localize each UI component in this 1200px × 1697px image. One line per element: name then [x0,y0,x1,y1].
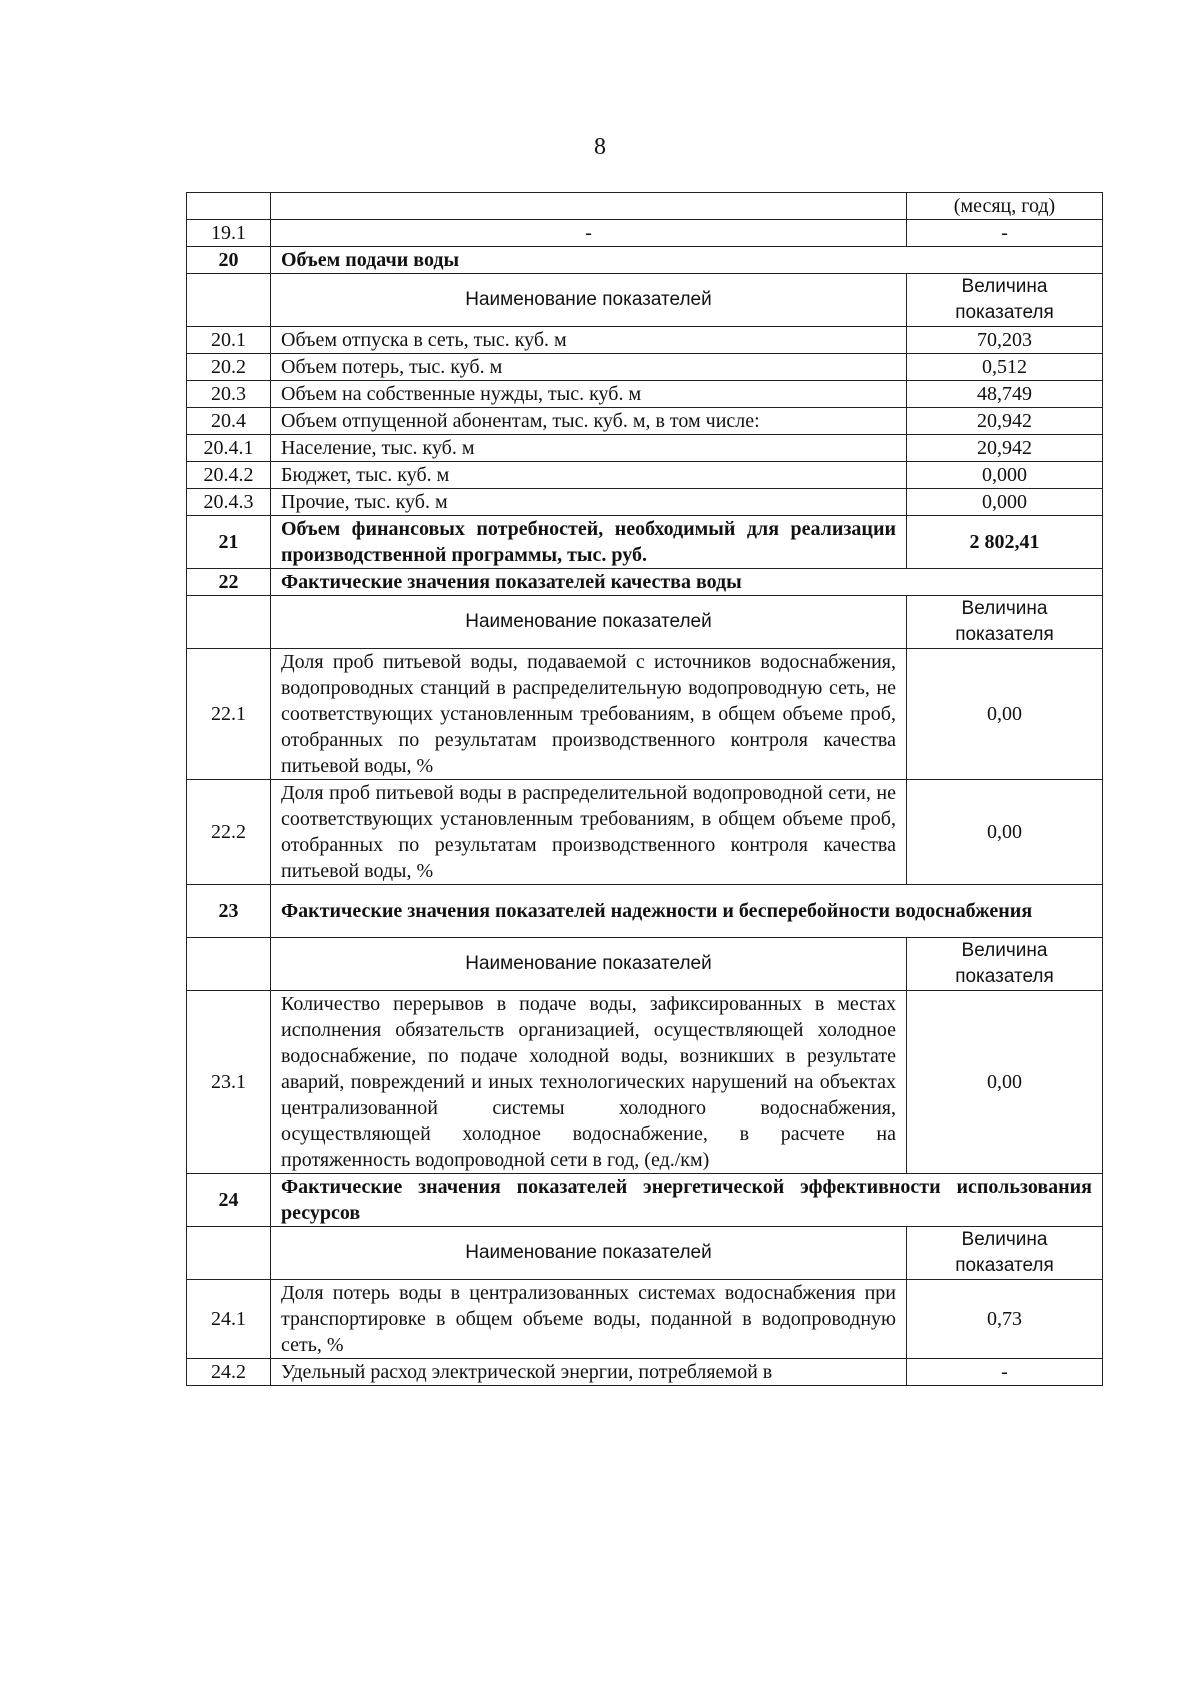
table-row [187,462,1103,489]
column-header-row [187,274,1103,327]
header-num [187,274,271,327]
table-row [187,381,1103,408]
row-num: 20.4 [187,408,271,435]
section-header-22 [187,569,1103,596]
header-value: Величина показателя [907,938,1103,991]
row-num: 19.1 [187,220,271,247]
table-row [187,489,1103,516]
row-value: - [907,1359,1103,1386]
header-num [187,1227,271,1280]
header-value: Величина показателя [907,1227,1103,1280]
table-row [187,220,1103,247]
row-name: Доля проб питьевой воды в распределительной водопроводной сети, не соответствующих установленным требованиям, в общем объеме проб, отобранных по результатам производственного контроля качества питьевой воды, % [271,780,907,885]
row-name: Доля потерь воды в централизованных системах водоснабжения при транспортировке в общем объеме воды, поданной в водопроводную сеть, % [271,1280,907,1359]
column-header-row [187,596,1103,649]
section-title: Фактические значения показателей качества воды [271,569,1103,596]
row-num: 24.2 [187,1359,271,1386]
row-name: Доля проб питьевой воды, подаваемой с источников водоснабжения, водопроводных станций в распределительную водопроводную сеть, не соответствующих установленным требованиям, в общем объеме проб, отобранных по результатам производственного контроля качества питьевой воды, % [271,649,907,780]
table-row [187,991,1103,1174]
section-header-21 [187,516,1103,569]
table-row [187,1280,1103,1359]
section-value: 2 802,41 [907,516,1103,569]
row-name: Объем отпуска в сеть, тыс. куб. м [271,327,907,354]
row-num: 22.2 [187,780,271,885]
header-name: Наименование показателей [271,1227,907,1280]
row-num: 20.4.3 [187,489,271,516]
row-value: 0,000 [907,462,1103,489]
column-header-row [187,938,1103,991]
page-number: 8 [594,134,606,160]
row-name: Объем потерь, тыс. куб. м [271,354,907,381]
table-row [187,435,1103,462]
row-value: 0,000 [907,489,1103,516]
row-name: Население, тыс. куб. м [271,435,907,462]
section-title: Объем финансовых потребностей, необходимый для реализации производственной программы, тыс. руб. [271,516,907,569]
row-num: 22.1 [187,649,271,780]
section-header-20 [187,247,1103,274]
row-value: 70,203 [907,327,1103,354]
header-name: Наименование показателей [271,274,907,327]
row-num: 20.4.2 [187,462,271,489]
header-num [187,596,271,649]
row-value: - [907,220,1103,247]
row-value: 20,942 [907,435,1103,462]
indicators-table [186,192,1103,1386]
row-value: (месяц, год) [907,193,1103,220]
section-title: Объем подачи воды [271,247,1103,274]
row-name: Бюджет, тыс. куб. м [271,462,907,489]
header-name: Наименование показателей [271,596,907,649]
header-num [187,938,271,991]
section-num: 24 [187,1174,271,1227]
row-name: Количество перерывов в подаче воды, зафиксированных в местах исполнения обязательств организацией, осуществляющей холодное водоснабжение, по подаче холодной воды, возникших в результате аварий, повреждений и иных технологических нарушений на объектах централизованной системы холодного водоснабжения, осуществляющей холодное водоснабжение, в расчете на протяженность водопроводной сети в год, (ед./км) [271,991,907,1174]
row-num: 23.1 [187,991,271,1174]
row-name: Прочие, тыс. куб. м [271,489,907,516]
row-name: Удельный расход электрической энергии, потребляемой в [271,1359,907,1386]
row-name: Объем на собственные нужды, тыс. куб. м [271,381,907,408]
row-name: - [271,220,907,247]
row-name [271,193,907,220]
row-value: 0,512 [907,354,1103,381]
header-value: Величина показателя [907,274,1103,327]
row-value: 20,942 [907,408,1103,435]
column-header-row [187,1227,1103,1280]
row-value: 0,00 [907,780,1103,885]
row-value: 0,73 [907,1280,1103,1359]
table-row [187,780,1103,885]
row-value: 0,00 [907,649,1103,780]
section-title: Фактические значения показателей энергетической эффективности использования ресурсов [271,1174,1103,1227]
row-num: 24.1 [187,1280,271,1359]
row-value: 48,749 [907,381,1103,408]
header-name: Наименование показателей [271,938,907,991]
row-value: 0,00 [907,991,1103,1174]
row-num: 20.2 [187,354,271,381]
section-header-23 [187,885,1103,938]
row-num: 20.3 [187,381,271,408]
table-row [187,354,1103,381]
section-num: 22 [187,569,271,596]
section-num: 23 [187,885,271,938]
row-num: 20.1 [187,327,271,354]
table-row [187,327,1103,354]
row-num: 20.4.1 [187,435,271,462]
table-row [187,649,1103,780]
row-name: Объем отпущенной абонентам, тыс. куб. м, в том числе: [271,408,907,435]
table-row [187,408,1103,435]
section-num: 20 [187,247,271,274]
section-num: 21 [187,516,271,569]
section-header-24 [187,1174,1103,1227]
header-value: Величина показателя [907,596,1103,649]
table-row [187,193,1103,220]
section-title: Фактические значения показателей надежности и бесперебойности водоснабжения [271,885,1103,938]
table-row [187,1359,1103,1386]
row-num [187,193,271,220]
